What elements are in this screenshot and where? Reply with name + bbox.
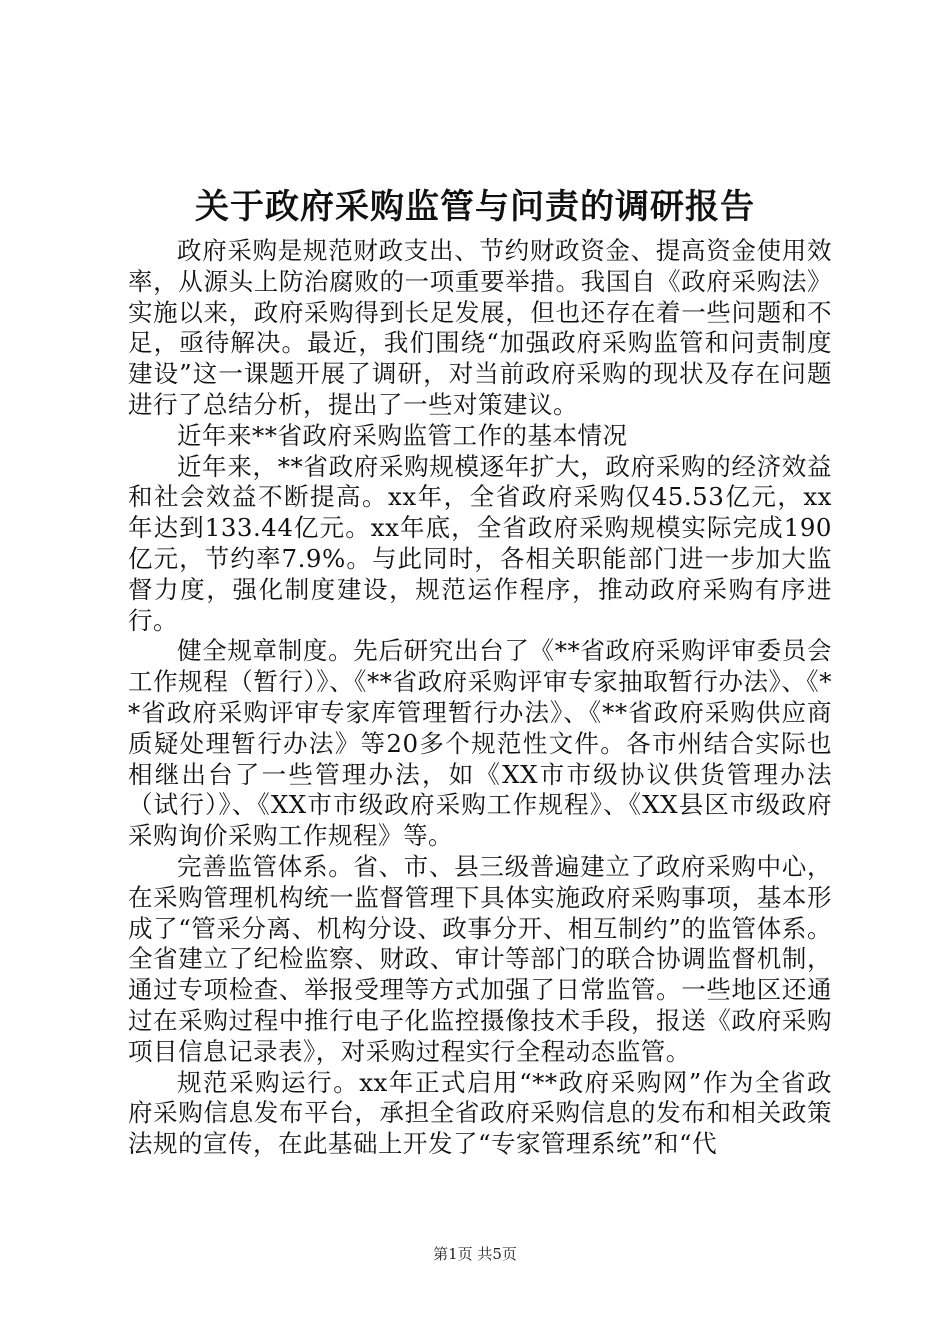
section-heading-basic-situation: 近年来**省政府采购监管工作的基本情况 bbox=[177, 420, 628, 450]
paragraph-scale: 近年来，**省政府采购规模逐年扩大，政府采购的经济效益和社会效益不断提高。xx年，全省政府采购仅45.53亿元，xx年达到133.44亿元。xx年底，全省政府采购规模实际完成190亿元，节约率7.9%。与此同时，各相关职能部门进一步加大监督力度，强化制度建设，规范运作程序，推动政府采购有序进行。 bbox=[128, 451, 832, 635]
paragraph-procurement-operation: 规范采购运行。xx年正式启用“**政府采购网”作为全省政府采购信息发布平台，承担全省政府采购信息的发布和相关政策法规的宣传，在此基础上开发了“专家管理系统”和“代 bbox=[128, 1067, 832, 1159]
paragraph-intro: 政府采购是规范财政支出、节约财政资金、提高资金使用效率，从源头上防治腐败的一项重要举措。我国自《政府采购法》实施以来，政府采购得到长足发展，但也还存在着一些问题和不足，亟待解决。最近，我们围绕“加强政府采购监管和问责制度建设”这一课题开展了调研，对当前政府采购的现状及存在问题进行了总结分析，提出了一些对策建议。 bbox=[128, 236, 832, 419]
document-title: 关于政府采购监管与问责的调研报告 bbox=[195, 187, 755, 227]
paragraph-supervision-system: 完善监管体系。省、市、县三级普遍建立了政府采购中心，在采购管理机构统一监督管理下具体实施政府采购事项，基本形成了“管采分离、机构分设、政事分开、相互制约”的监管体系。全省建立了纪检监察、财政、审计等部门的联合协调监督机制，通过专项检查、举报受理等方式加强了日常监管。一些地区还通过在采购过程中推行电子化监控摄像技术手段，报送《政府采购项目信息记录表》，对采购过程实行全程动态监管。 bbox=[128, 851, 832, 1066]
page-footer: 第1页 共5页 bbox=[433, 1245, 517, 1263]
document-body bbox=[128, 236, 832, 1160]
paragraph-regulations: 健全规章制度。先后研究出台了《**省政府采购评审委员会工作规程（暂行）》、《**省政府采购评审专家抽取暂行办法》、《**省政府采购评审专家库管理暂行办法》、《**省政府采购供应商质疑处理暂行办法》等20多个规范性文件。各市州结合实际也相继出台了一些管理办法，如《XX市市级协议供货管理办法（试行）》、《XX市市级政府采购工作规程》、《XX县区市级政府采购询价采购工作规程》等。 bbox=[128, 636, 832, 851]
